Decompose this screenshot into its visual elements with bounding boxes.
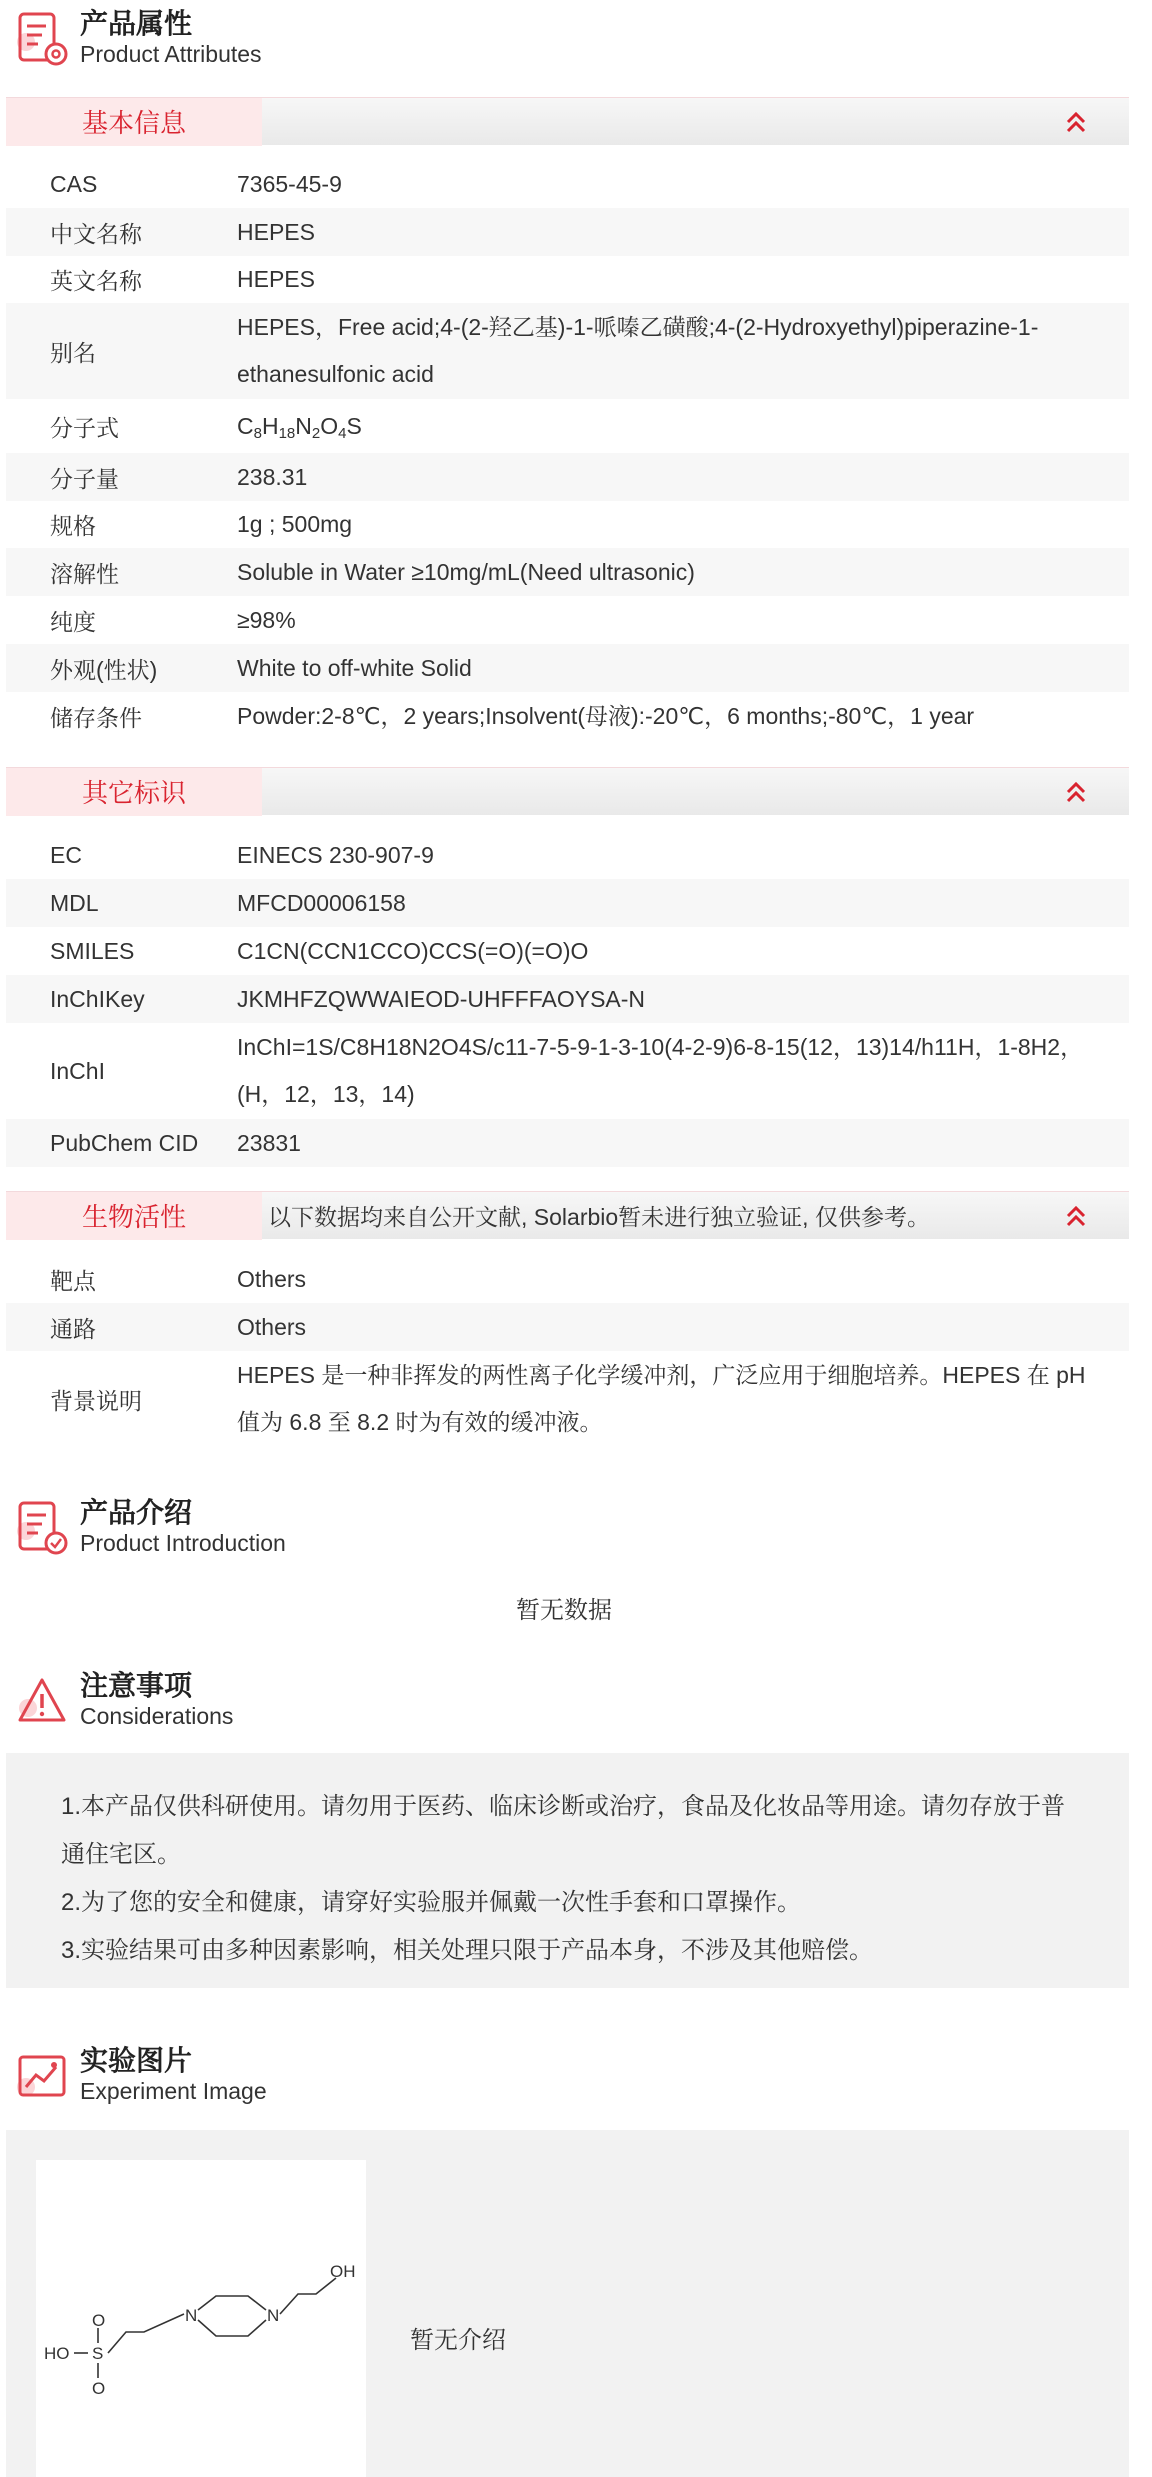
formula-element: C (237, 412, 254, 439)
warning-triangle-icon (16, 1668, 70, 1732)
row-key: 分子量 (50, 465, 119, 492)
table-row (6, 303, 1129, 399)
formula-element: N (295, 412, 312, 439)
row-key: 靶点 (50, 1267, 96, 1294)
row-value: EINECS 230-907-9 (237, 841, 434, 868)
label-n-right: N (267, 2306, 280, 2325)
row-key: InChIKey (50, 985, 145, 1012)
table-row (6, 1255, 1129, 1303)
table-row (6, 208, 1129, 256)
row-value: InChI=1S/C8H18N2O4S/c11-7-5-9-1-3-10(4-2-9)6-8-15(12，13)14/h11H，1-8H2，(H，12，13，14) (237, 1034, 1084, 1107)
formula-element: S (346, 412, 362, 439)
row-value: HEPES，Free acid;4-(2-羟乙基)-1-哌嗪乙磺酸;4-(2-Hydroxyethyl)piperazine-1-ethanesulfonic acid (237, 314, 1039, 387)
formula-element: O (320, 412, 339, 439)
row-key: InChI (50, 1057, 105, 1084)
row-key: 纯度 (50, 608, 96, 635)
formula-subscript: 18 (278, 424, 296, 442)
experiment-image-header (16, 2043, 267, 2107)
table-row (6, 161, 1129, 208)
row-key: EC (50, 841, 82, 868)
label-oxygen-top: O (92, 2311, 106, 2330)
row-key: PubChem CID (50, 1129, 199, 1156)
section-title-zh: 产品属性 (80, 8, 193, 39)
row-key: 储存条件 (50, 704, 142, 731)
row-value: Soluble in Water ≥10mg/mL(Need ultrasonic) (237, 558, 695, 585)
row-value: 1g ; 500mg (237, 511, 353, 537)
table-row (6, 596, 1129, 644)
row-value: Powder:2-8℃，2 years;Insolvent(母液):-20℃，6 months;-80℃，1 year (237, 702, 975, 729)
molecular-formula (237, 403, 1129, 450)
row-key: 分子式 (50, 414, 119, 441)
row-value: 23831 (237, 1129, 301, 1156)
table-row (6, 927, 1129, 975)
section-title-zh: 实验图片 (80, 2045, 193, 2076)
table-row (6, 501, 1129, 548)
table-row (6, 399, 1129, 453)
table-row (6, 548, 1129, 596)
label-hydroxyl: OH (330, 2262, 356, 2281)
row-value: Others (237, 1313, 307, 1340)
table-row (6, 1023, 1129, 1119)
row-key: 外观(性状) (50, 656, 158, 683)
consideration-item: 2.为了您的安全和健康，请穿好实验服并佩戴一次性手套和口罩操作。 (61, 1889, 802, 1916)
no-data-text: 暂无数据 (516, 1597, 612, 1624)
other-ids-band (6, 767, 1129, 815)
other-ids-table (6, 831, 1129, 1167)
double-chevron-up-icon[interactable] (1065, 780, 1087, 804)
label-n-left: N (185, 2306, 198, 2325)
row-key: 通路 (50, 1315, 96, 1342)
bioactivity-label: 生物活性 (6, 1192, 262, 1240)
row-key: 规格 (50, 513, 96, 539)
row-key: SMILES (50, 937, 135, 964)
section-title-en: Experiment Image (80, 2078, 267, 2104)
table-row (6, 879, 1129, 927)
row-value: ≥98% (237, 606, 296, 633)
row-value: 7365-45-9 (237, 171, 342, 197)
double-chevron-up-icon[interactable] (1065, 110, 1087, 134)
row-value: C1CN(CCN1CCO)CCS(=O)(=O)O (237, 937, 589, 964)
table-row (6, 256, 1129, 303)
considerations-header (16, 1668, 233, 1732)
considerations-panel (6, 1753, 1129, 1988)
hepes-structure-image[interactable] (36, 2160, 366, 2477)
formula-element: H (261, 412, 279, 439)
row-key: CAS (50, 171, 98, 197)
row-key: 英文名称 (50, 268, 142, 294)
image-chart-icon (16, 2043, 70, 2107)
experiment-panel (6, 2130, 1129, 2477)
formula-subscript: 8 (253, 424, 262, 442)
row-value: JKMHFZQWWAIEOD-UHFFFAOYSA-N (237, 985, 646, 1012)
product-introduction-header (16, 1495, 286, 1559)
label-sulfur: S (92, 2344, 104, 2363)
table-row (6, 692, 1129, 740)
other-ids-label: 其它标识 (6, 768, 262, 816)
document-check-icon (16, 1495, 70, 1559)
consideration-item: 3.实验结果可由多种因素影响，相关处理只限于产品本身，不涉及其他赔偿。 (61, 1937, 874, 1964)
row-value: HEPES (237, 218, 315, 245)
basic-info-label: 基本信息 (6, 98, 262, 146)
row-key: 背景说明 (50, 1387, 142, 1414)
section-title-en: Considerations (80, 1703, 234, 1729)
section-title-en: Product Attributes (80, 41, 262, 67)
product-attributes-header (16, 6, 262, 70)
table-row (6, 453, 1129, 501)
basic-info-band (6, 97, 1129, 145)
row-value: MFCD00006158 (237, 889, 406, 916)
table-row (6, 831, 1129, 879)
formula-subscript: 4 (338, 424, 347, 442)
section-title-en: Product Introduction (80, 1530, 286, 1556)
row-value: Others (237, 1265, 307, 1292)
double-chevron-up-icon[interactable] (1065, 1204, 1087, 1228)
consideration-item: 1.本产品仅供科研使用。请勿用于医药、临床诊断或治疗，食品及化妆品等用途。请勿存放于普通住宅区。 (61, 1793, 1066, 1868)
section-title-zh: 注意事项 (80, 1670, 193, 1701)
section-title-zh: 产品介绍 (80, 1497, 193, 1528)
document-gear-icon (16, 6, 70, 70)
label-ho: HO (44, 2344, 70, 2363)
formula-subscript: 2 (311, 424, 321, 442)
table-row (6, 1351, 1129, 1447)
basic-info-table (6, 161, 1129, 740)
row-key: 别名 (50, 339, 96, 366)
row-key: MDL (50, 889, 99, 916)
row-key: 溶解性 (50, 560, 119, 587)
table-row (6, 644, 1129, 692)
label-oxygen-bottom: O (92, 2379, 106, 2398)
row-value: 238.31 (237, 463, 308, 490)
bioactivity-band (6, 1191, 1129, 1239)
experiment-description: 暂无介绍 (410, 2327, 506, 2354)
row-value: White to off-white Solid (237, 654, 472, 681)
row-value: HEPES 是一种非挥发的两性离子化学缓冲剂，广泛应用于细胞培养。HEPES 在 pH 值为 6.8 至 8.2 时为有效的缓冲液。 (237, 1362, 1086, 1435)
row-value: HEPES (237, 266, 315, 292)
bioactivity-table (6, 1255, 1129, 1447)
table-row (6, 975, 1129, 1023)
bioactivity-disclaimer: 以下数据均来自公开文献, Solarbio暂未进行独立验证, 仅供参考。 (268, 1204, 930, 1230)
row-key: 中文名称 (50, 220, 142, 247)
table-row (6, 1303, 1129, 1351)
table-row (6, 1119, 1129, 1167)
